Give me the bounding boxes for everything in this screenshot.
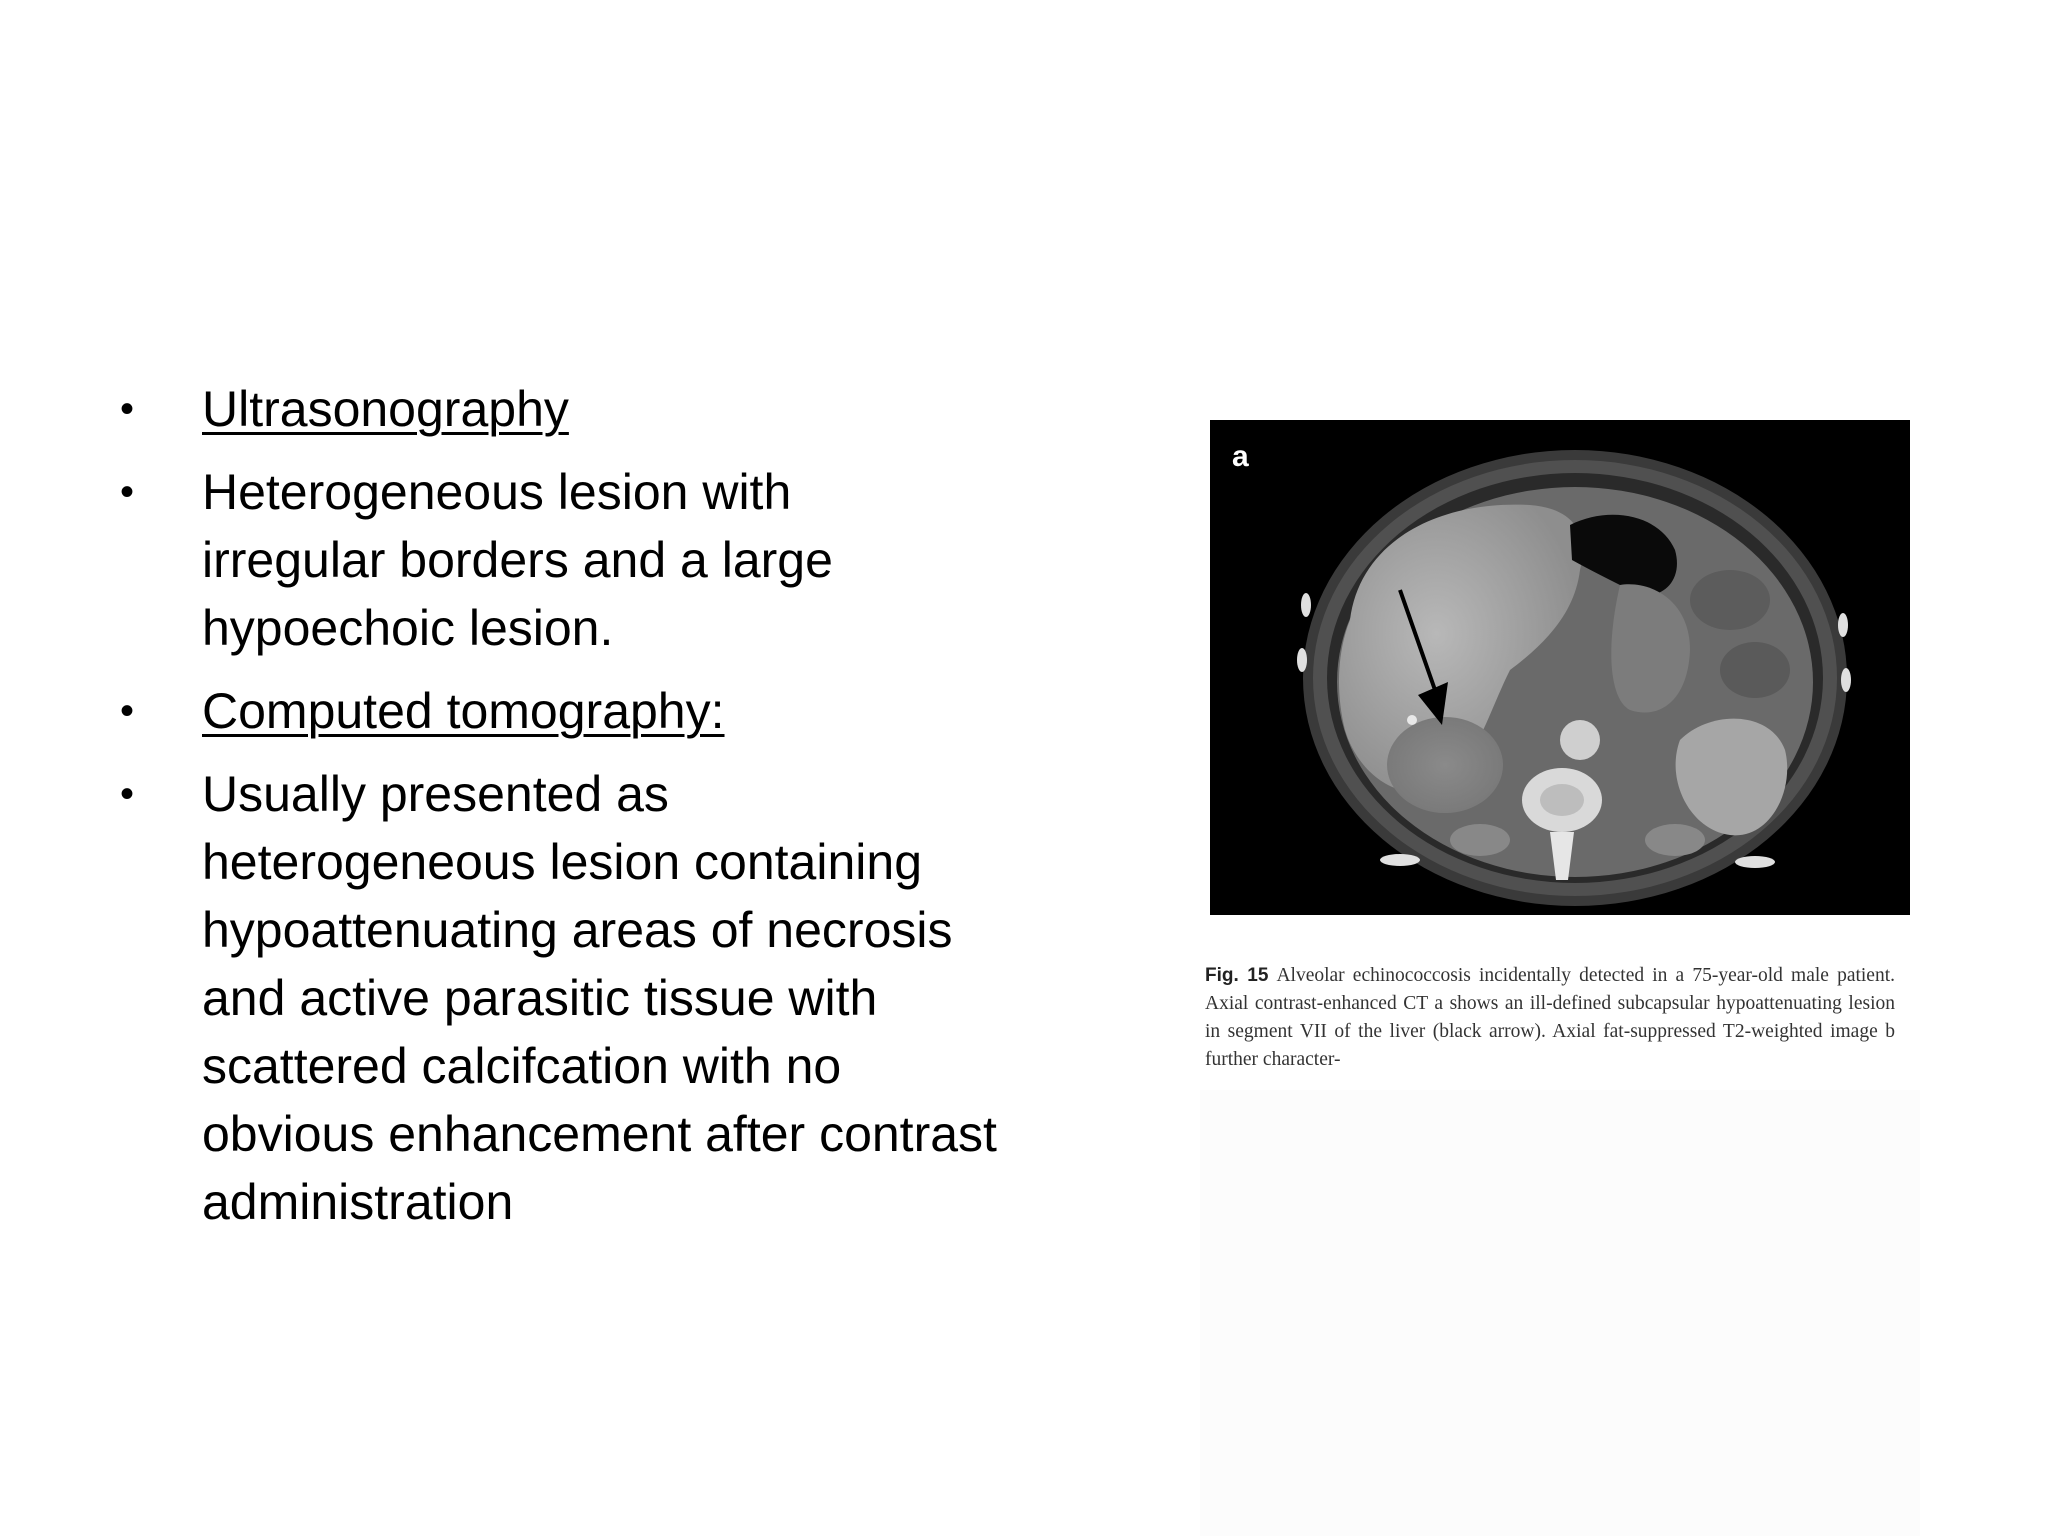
bullet-dot: • [120, 689, 135, 733]
ct-scan-graphic [1210, 420, 1910, 915]
bullet-heading-ultrasonography: Ultrasonography [202, 381, 569, 437]
caption-fade [1200, 1090, 1920, 1536]
bullet-item-ultrasound-findings [120, 458, 1020, 662]
panel-letter: a [1232, 440, 1249, 473]
bullet-dot: • [120, 772, 135, 816]
bullet-heading-computed-tomography: Computed tomography: [202, 683, 725, 739]
bullet-dot: • [120, 387, 135, 431]
bullet-item-ultrasonography [120, 375, 1020, 443]
bullet-item-computed-tomography [120, 677, 1020, 745]
bullet-item-ct-findings [120, 760, 1020, 1236]
aorta [1560, 720, 1600, 760]
bullet-text-ct-findings: Usually presented as heterogeneous lesion containing hypoattenuating areas of necrosis and active parasitic tissue with scattered calcifcation with no obvious enhancement after contrast administration [202, 766, 997, 1230]
caption-text: Alveolar echinococcosis incidentally detected in a 75-year-old male patient. Axial contrast-enhanced CT a shows an ill-defined subcapsular hypoattenuating lesion in segment VII of the liver (black arrow). Axial fat-suppressed T2-weighted image b further character- [1205, 965, 1896, 1070]
bullet-text-ultrasound-findings: Heterogeneous lesion with irregular borders and a large hypoechoic lesion. [202, 464, 833, 656]
figure-caption [1205, 962, 1895, 1074]
bullet-list [120, 375, 1020, 1251]
ct-scan-image [1210, 420, 1910, 915]
caption-label: Fig. 15 [1205, 965, 1269, 986]
lesion-region [1387, 717, 1503, 813]
bullet-dot: • [120, 470, 135, 514]
